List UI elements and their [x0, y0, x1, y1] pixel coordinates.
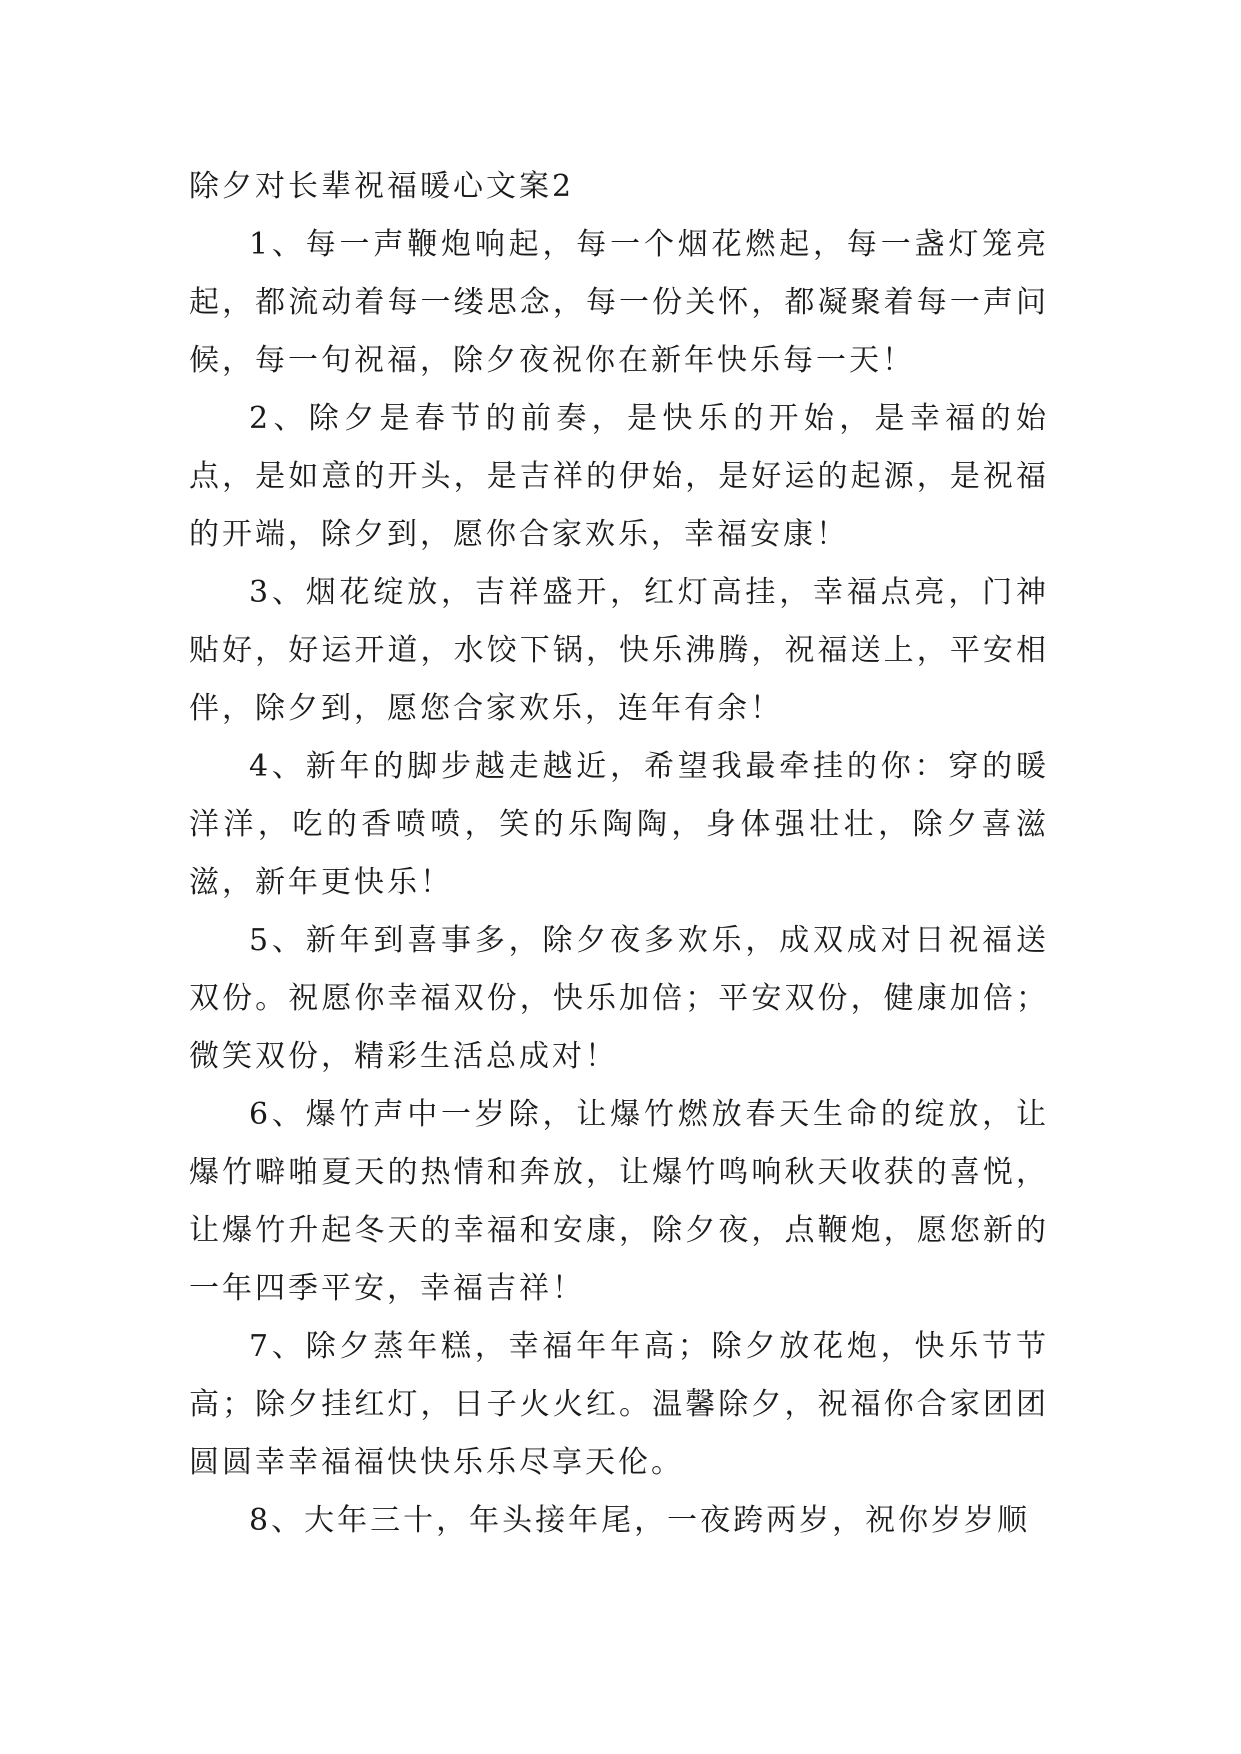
paragraph-3: 3、烟花绽放，吉祥盛开，红灯高挂，幸福点亮，门神贴好，好运开道，水饺下锅，快乐沸腾，祝福送上，平安相伴，除夕到，愿您合家欢乐，连年有余！: [189, 575, 1049, 726]
paragraph-6: 6、爆竹声中一岁除，让爆竹燃放春天生命的绽放，让爆竹噼啪夏天的热情和奔放，让爆竹鸣响秋天收获的喜悦，让爆竹升起冬天的幸福和安康，除夕夜，点鞭炮，愿您新的一年四季平安，幸福吉祥！: [189, 1097, 1049, 1306]
paragraph-5: 5、新年到喜事多，除夕夜多欢乐，成双成对日祝福送双份。祝愿你幸福双份，快乐加倍；平安双份，健康加倍；微笑双份，精彩生活总成对！: [189, 923, 1049, 1074]
paragraph-8: 8、大年三十，年头接年尾，一夜跨两岁，祝你岁岁顺: [249, 1503, 1031, 1538]
paragraph-7: 7、除夕蒸年糕，幸福年年高；除夕放花炮，快乐节节高；除夕挂红灯，日子火火红。温馨除夕，祝福你合家团团圆圆幸幸福福快快乐乐尽享天伦。: [189, 1329, 1049, 1480]
document-title: 除夕对长辈祝福暖心文案2: [189, 169, 575, 204]
document-body: [189, 158, 1049, 1550]
paragraph-4: 4、新年的脚步越走越近，希望我最牵挂的你：穿的暖洋洋，吃的香喷喷，笑的乐陶陶，身体强壮壮，除夕喜滋滋，新年更快乐！: [189, 749, 1049, 900]
paragraph-2: 2、除夕是春节的前奏，是快乐的开始，是幸福的始点，是如意的开头，是吉祥的伊始，是好运的起源，是祝福的开端，除夕到，愿你合家欢乐，幸福安康！: [189, 401, 1049, 552]
paragraph-1: 1、每一声鞭炮响起，每一个烟花燃起，每一盏灯笼亮起，都流动着每一缕思念，每一份关怀，都凝聚着每一声问候，每一句祝福，除夕夜祝你在新年快乐每一天！: [189, 227, 1049, 378]
